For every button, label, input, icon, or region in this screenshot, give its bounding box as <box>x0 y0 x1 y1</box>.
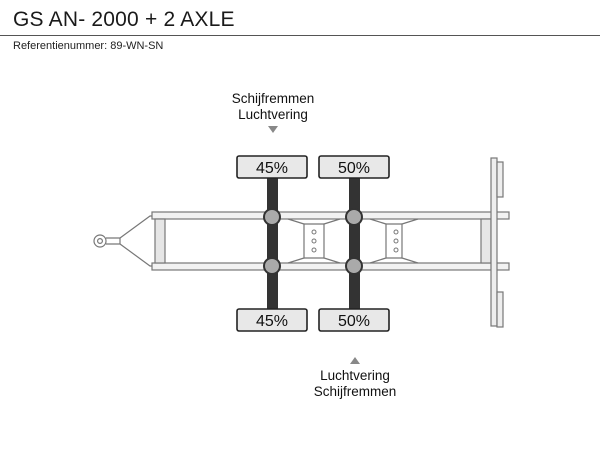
axle-1-top-load: 45% <box>255 160 289 177</box>
up-arrow-icon <box>350 357 360 364</box>
rear-cross-member <box>481 219 491 263</box>
frame-rail-top <box>152 212 509 219</box>
page-title: GS AN- 2000 + 2 AXLE <box>13 8 235 31</box>
rear-light-top <box>497 162 503 197</box>
drawbar <box>94 216 158 266</box>
axle-1-top-hub <box>264 209 280 225</box>
bottom-caption <box>295 368 415 400</box>
axle-1-bottom-load: 45% <box>255 313 289 330</box>
front-cross-member <box>155 219 165 263</box>
top-caption-line-1: Schijfremmen <box>231 91 315 106</box>
frame-rail-bottom <box>152 263 509 270</box>
axle-2-top-load: 50% <box>337 160 371 177</box>
down-arrow-icon <box>268 126 278 133</box>
reference-number: Referentienummer: 89-WN-SN <box>13 40 164 52</box>
top-caption-line-2: Luchtvering <box>238 107 308 122</box>
rear-light-bottom <box>497 292 503 327</box>
axle-2-bottom-load: 50% <box>337 313 371 330</box>
chassis-frame <box>152 212 509 270</box>
axle-2-top-hub <box>346 209 362 225</box>
axle-1-beam <box>267 178 278 310</box>
bottom-caption-line-2: Schijfremmen <box>313 384 397 399</box>
axle-1-bottom-hub <box>264 258 280 274</box>
axle-2-bottom-hub <box>346 258 362 274</box>
bottom-caption-line-1: Luchtvering <box>320 368 390 383</box>
rear-bumper <box>491 158 503 327</box>
axle-2 <box>319 156 389 331</box>
axle-1 <box>237 156 307 331</box>
top-caption <box>213 91 333 123</box>
axle-2-beam <box>349 178 360 310</box>
